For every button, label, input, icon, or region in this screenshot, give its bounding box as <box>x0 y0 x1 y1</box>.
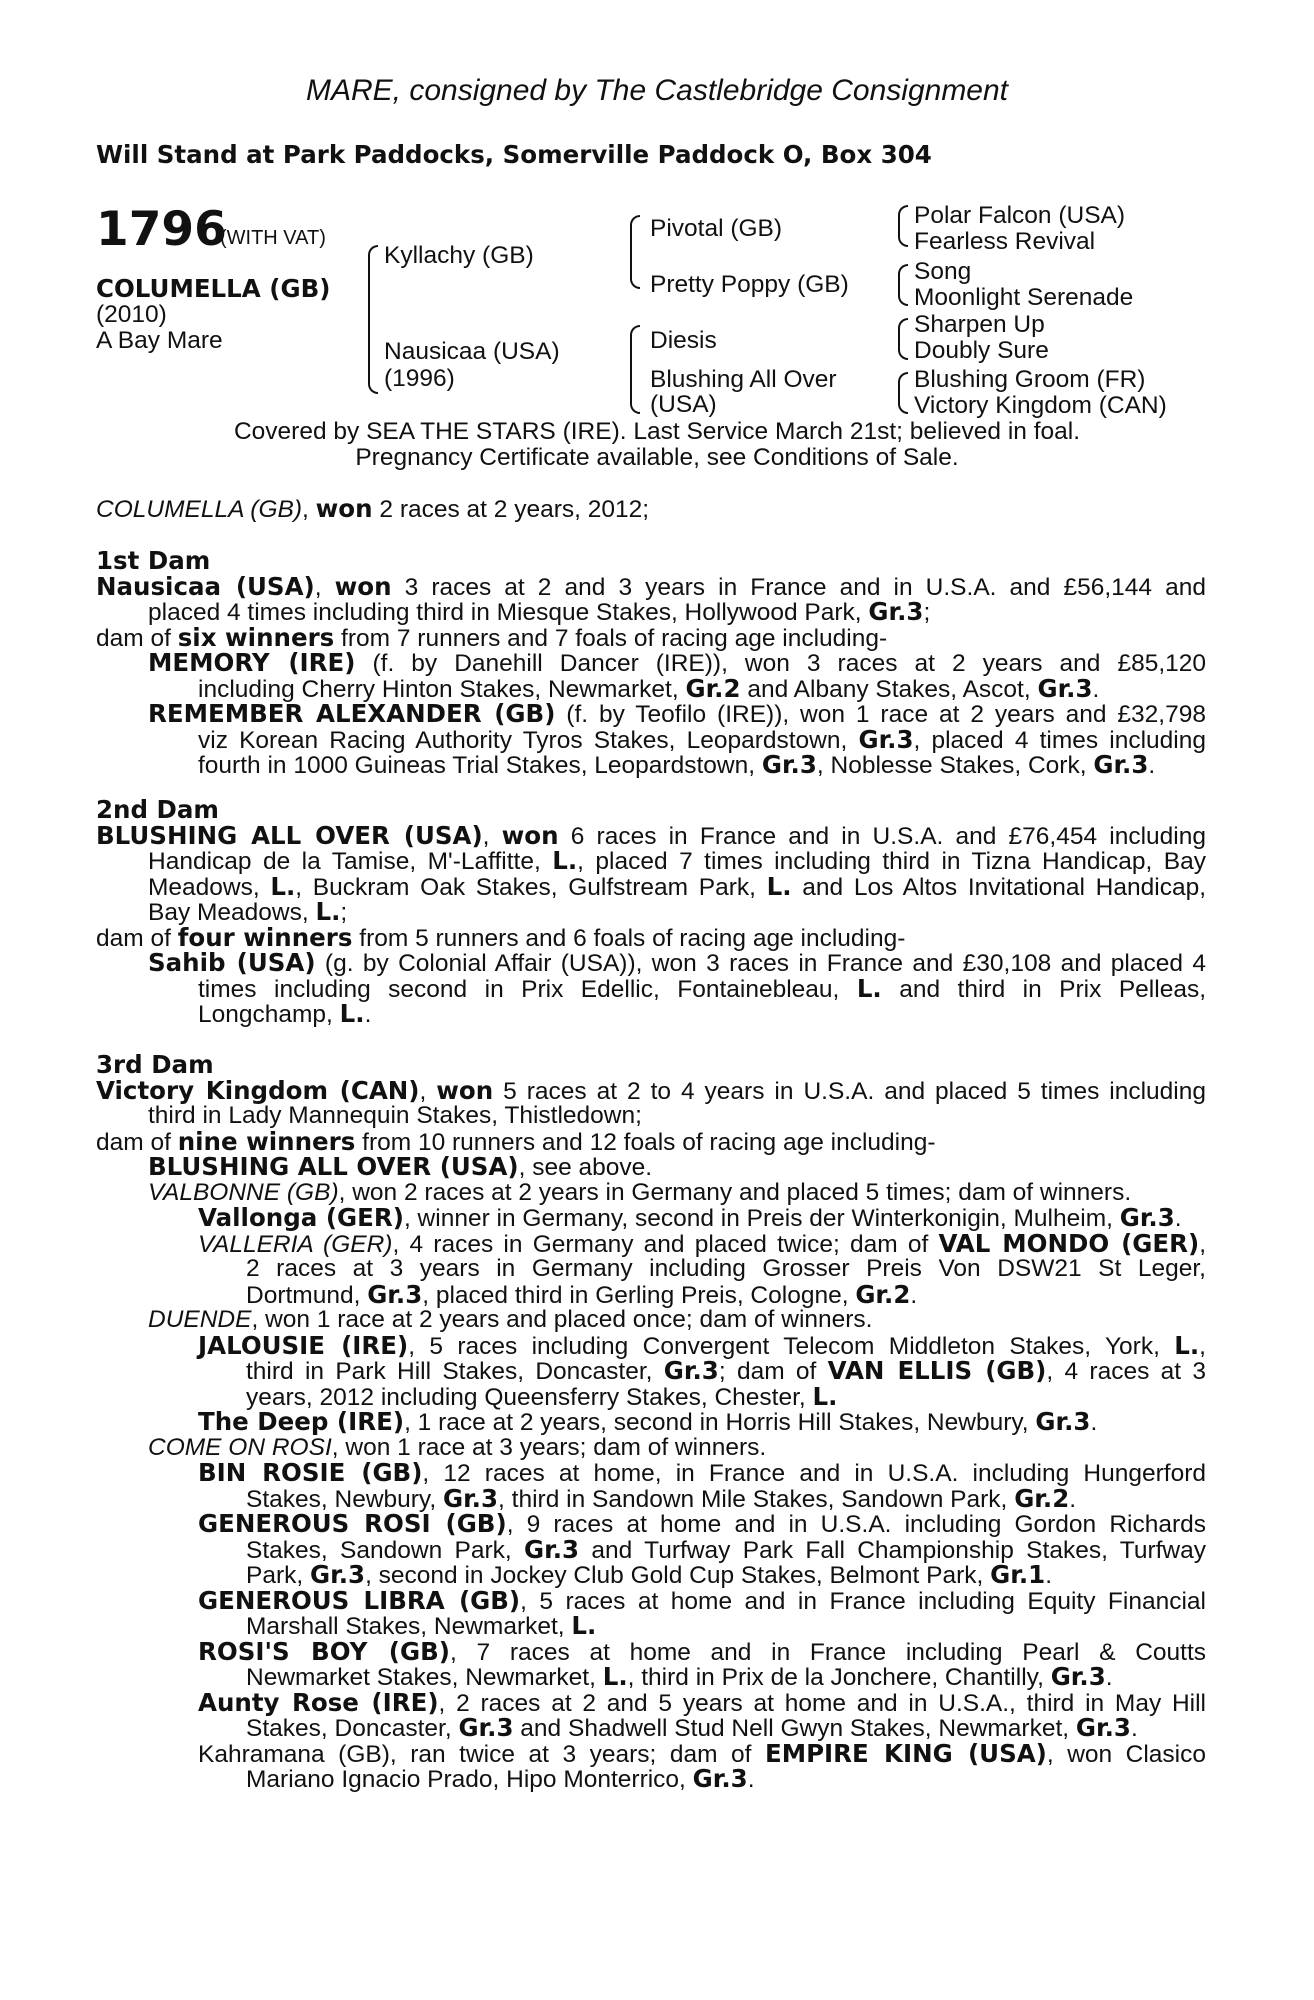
produce-summary: dam of nine winners from 10 runners and 12 foals of racing age including- <box>96 1126 936 1156</box>
dam-record: BLUSHING ALL OVER (USA), won 6 races in France and in U.S.A. and £76,454 including <box>96 820 1206 850</box>
covered-note: Covered by SEA THE STARS (IRE). Last Service March 21st; believed in foal. <box>233 418 1081 445</box>
produce-duende: DUENDE, won 1 race at 2 years and placed once; dam of winners. <box>148 1306 873 1333</box>
pedigree-ssd: Fearless Revival <box>914 228 1096 255</box>
produce-vallonga: Vallonga (GER), winner in Germany, second in Preis der Winterkonigin, Mulheim, Gr.3. <box>198 1203 1182 1232</box>
produce-generous-rosi: GENEROUS ROSI (GB), 9 races at home and in U.S.A. including Gordon Richards <box>198 1509 1206 1538</box>
stand-location: Will Stand at Park Paddocks, Somerville Paddock O, Box 304 <box>96 140 932 169</box>
horse-year: (2010) <box>96 301 167 328</box>
horse-summary: COLUMELLA (GB), won 2 races at 2 years, 2012; <box>96 494 650 523</box>
section-heading: 2nd Dam <box>96 795 219 824</box>
section-heading: 3rd Dam <box>96 1050 214 1079</box>
produce-aunty-rose: Aunty Rose (IRE), 2 races at 2 and 5 years at home and in U.S.A., third in May Hill <box>198 1687 1206 1717</box>
pedigree-dd: Blushing All Over <box>650 366 837 393</box>
brace-g3d <box>898 372 908 414</box>
dam-record-cont: third in Lady Mannequin Stakes, Thistledown; <box>148 1102 642 1129</box>
produce-valbonne: VALBONNE (GB), won 2 races at 2 years in Germany and placed 5 times; dam of winners. <box>148 1178 1132 1206</box>
produce-sahib: Sahib (USA) (g. by Colonial Affair (USA)), won 3 races in France and £30,108 and placed 4 <box>148 948 1206 977</box>
pedigree-dam: Nausicaa (USA) <box>384 338 560 365</box>
produce-summary: dam of six winners from 7 runners and 7 foals of racing age including- <box>96 622 888 652</box>
brace-gen2a <box>630 215 640 289</box>
brace-g3a <box>898 205 908 247</box>
dam-record-cont2: Meadows, L., Buckram Oak Stakes, Gulfstream Park, L. and Los Altos Invitational Handicap, <box>148 871 1207 901</box>
produce-kahramana-cont: Mariano Ignacio Prado, Hipo Monterrico, Gr.3. <box>246 1764 755 1793</box>
produce-memory-cont: including Cherry Hinton Stakes, Newmarket, Gr.2 and Albany Stakes, Ascot, Gr.3. <box>198 673 1100 703</box>
produce-sahib-cont2: Longchamp, L.. <box>198 999 372 1028</box>
produce-remember-alexander-cont2: fourth in 1000 Guineas Trial Stakes, Leopardstown, Gr.3, Noblesse Stakes, Cork, Gr.3. <box>198 750 1156 779</box>
produce-valleria: VALLERIA (GER), 4 races in Germany and placed twice; dam of VAL MONDO (GER), <box>198 1228 1206 1258</box>
pedigree-ds: Diesis <box>650 327 717 354</box>
pedigree-sire: Kyllachy (GB) <box>384 242 534 269</box>
pedigree-sdd: Moonlight Serenade <box>914 284 1134 311</box>
produce-generous-rosi-cont2: Park, Gr.3, second in Jockey Club Gold Cup Stakes, Belmont Park, Gr.1. <box>246 1560 1052 1589</box>
lot-number: 1796 <box>96 202 227 257</box>
dam-record: Victory Kingdom (CAN), won 5 races at 2 to 4 years in U.S.A. and placed 5 times including <box>96 1075 1206 1105</box>
produce-summary: dam of four winners from 5 runners and 6 foals of racing age including- <box>96 922 906 952</box>
certificate-note: Pregnancy Certificate available, see Conditions of Sale. <box>355 444 959 471</box>
produce-generous-libra-cont: Marshall Stakes, Newmarket, L. <box>246 1611 597 1640</box>
pedigree-dd-country: (USA) <box>650 391 717 418</box>
produce-rosis-boy: ROSI'S BOY (GB), 7 races at home and in France including Pearl & Coutts <box>198 1636 1206 1666</box>
pedigree-dds: Blushing Groom (FR) <box>914 366 1146 393</box>
horse-name: COLUMELLA (GB) <box>96 274 331 303</box>
page-title: MARE, consigned by The Castlebridge Consignment <box>305 74 1009 107</box>
third-dam-section <box>96 1052 1206 1792</box>
produce-valleria-cont: 2 races at 3 years in Germany including Grosser Preis Von DSW21 St Leger, <box>246 1255 1206 1282</box>
pedigree-sds: Song <box>914 258 972 285</box>
produce-valleria-cont2: Dortmund, Gr.3, placed third in Gerling Preis, Cologne, Gr.2. <box>246 1279 918 1309</box>
pedigree-ddd: Victory Kingdom (CAN) <box>914 392 1167 419</box>
pedigree-ss: Pivotal (GB) <box>650 215 783 242</box>
produce-generous-rosi-cont: Stakes, Sandown Park, Gr.3 and Turfway Park Fall Championship Stakes, Turfway <box>246 1534 1206 1564</box>
brace-g3c <box>898 318 908 360</box>
dam-record-cont: placed 4 times including third in Miesque Stakes, Hollywood Park, Gr.3; <box>148 597 931 626</box>
pedigree-dam-year: (1996) <box>384 365 455 392</box>
produce-bin-rosie-cont: Stakes, Newbury, Gr.3, third in Sandown Mile Stakes, Sandown Park, Gr.2. <box>246 1483 1077 1513</box>
produce-aunty-rose-cont: Stakes, Doncaster, Gr.3 and Shadwell Stud Nell Gwyn Stakes, Newmarket, Gr.3. <box>246 1713 1138 1742</box>
produce-come-on-rosi: COME ON ROSI, won 1 race at 3 years; dam of winners. <box>148 1433 767 1461</box>
produce-remember-alexander: REMEMBER ALEXANDER (GB) (f. by Teofilo (IRE)), won 1 race at 2 years and £32,798 <box>148 699 1206 728</box>
pedigree-dsd: Doubly Sure <box>914 337 1049 364</box>
dam-record-cont: Handicap de la Tamise, M'-Laffitte, L., placed 7 times including third in Tizna Handicap, Bay <box>148 846 1206 875</box>
section-heading: 1st Dam <box>96 546 211 575</box>
produce-remember-alexander-cont: viz Korean Racing Authority Tyros Stakes, Leopardstown, Gr.3, placed 4 times including <box>198 724 1206 754</box>
horse-description: A Bay Mare <box>96 327 223 354</box>
pedigree-dss: Sharpen Up <box>914 311 1045 338</box>
produce-jalousie-cont2: years, 2012 including Queensferry Stakes, Chester, L. <box>246 1381 838 1411</box>
produce-blushing-all-over: BLUSHING ALL OVER (USA), see above. <box>148 1152 653 1181</box>
produce-jalousie-cont: third in Park Hill Stakes, Doncaster, Gr.3; dam of VAN ELLIS (GB), 4 races at 3 <box>246 1356 1206 1385</box>
brace-gen2b <box>630 325 640 414</box>
produce-rosis-boy-cont: Newmarket Stakes, Newmarket, L., third in Prix de la Jonchere, Chantilly, Gr.3. <box>246 1662 1113 1691</box>
pedigree-sd: Pretty Poppy (GB) <box>650 271 849 298</box>
dam-record-cont3: Bay Meadows, L.; <box>148 897 348 926</box>
produce-memory: MEMORY (IRE) (f. by Danehill Dancer (IRE)), won 3 races at 2 years and £85,120 <box>148 648 1207 677</box>
produce-kahramana: Kahramana (GB), ran twice at 3 years; dam of EMPIRE KING (USA), won Clasico <box>198 1738 1206 1768</box>
produce-bin-rosie: BIN ROSIE (GB), 12 races at home, in France and in U.S.A. including Hungerford <box>198 1458 1206 1487</box>
produce-generous-libra: GENEROUS LIBRA (GB), 5 races at home and in France including Equity Financial <box>198 1585 1206 1615</box>
dam-record: Nausicaa (USA), won 3 races at 2 and 3 years in France and in U.S.A. and £56,144 and <box>96 571 1206 601</box>
vat-note: (WITH VAT) <box>220 227 326 249</box>
pedigree-sss: Polar Falcon (USA) <box>914 202 1126 229</box>
brace-gen1 <box>368 245 378 394</box>
produce-jalousie: JALOUSIE (IRE), 5 races including Convergent Telecom Middleton Stakes, York, L., <box>198 1330 1206 1360</box>
first-dam-section <box>96 548 1206 778</box>
brace-g3b <box>898 264 908 306</box>
produce-sahib-cont: times including second in Prix Edellic, Fontainebleau, L. and third in Prix Pelleas, <box>198 973 1206 1003</box>
second-dam-section <box>96 797 1206 1027</box>
produce-the-deep: The Deep (IRE), 1 race at 2 years, second in Horris Hill Stakes, Newbury, Gr.3. <box>198 1407 1098 1436</box>
